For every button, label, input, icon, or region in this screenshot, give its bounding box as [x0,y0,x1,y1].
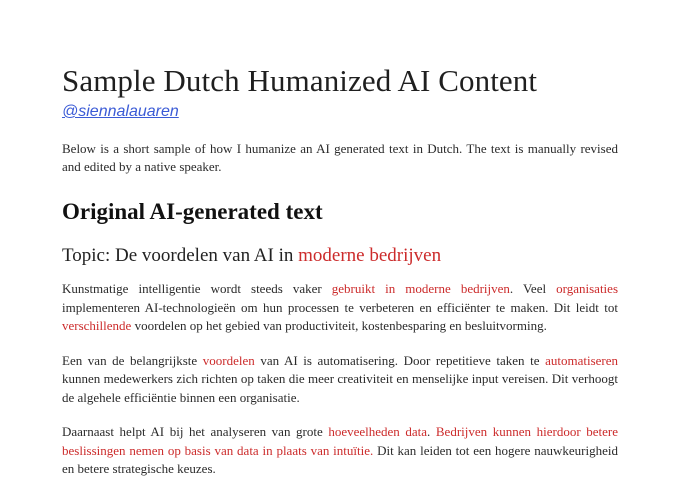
paragraph-2 [62,352,618,408]
document-page [62,64,618,479]
highlighted-phrase: verschillende [62,318,132,333]
paragraph-text: . Veel [509,281,557,296]
paragraph-text: Daarnaast helpt AI bij het analyseren van grote [62,424,329,439]
topic-highlight: moderne bedrijven [298,245,442,266]
paragraph-text: . [427,424,436,439]
highlighted-phrase: organisaties [556,281,618,296]
topic-heading [62,244,618,268]
highlighted-phrase: gebruikt in moderne bedrijven [331,281,510,296]
paragraph-text: kunnen medewerkers zich richten op taken die meer creativiteit en menselijke input vereisen. Dit verhoogt de algehele efficiëntie binnen een organisatie. [62,371,618,405]
highlighted-phrase: voordelen [202,352,255,368]
author-link[interactable]: @siennalauaren [62,103,179,120]
section-heading: Original AI-generated text [62,199,323,224]
intro-paragraph: Below is a short sample of how I humanize an AI generated text in Dutch. The text is manually revised and edited by a native speaker. [62,141,618,174]
paragraph-1 [62,280,618,336]
paragraph-text: implementeren AI-technologieën om hun processen te verbeteren en efficiënter te maken. Dit leidt tot [62,299,618,315]
highlighted-phrase: hoeveelheden data [328,424,428,439]
highlighted-phrase: Bedrijven kunnen hierdoor betere beslissingen nemen op basis van data in plaats van intuïtie. [62,424,618,458]
paragraph-text: Een van de belangrijkste [62,352,203,368]
paragraph-3 [62,423,618,479]
highlighted-phrase: automatiseren [545,352,618,368]
paragraph-text: Dit kan leiden tot een hogere nauwkeurigheid en betere strategische keuzes. [62,442,618,476]
paragraph-text: voordelen op het gebied van productiviteit, kostenbesparing en besluitvorming. [131,318,547,333]
paragraph-text: van AI is automatisering. Door repetitieve taken te [254,352,546,368]
paragraph-text: Kunstmatige intelligentie wordt steeds vaker [62,281,332,296]
topic-prefix: Topic: De voordelen van AI in [62,245,299,266]
document-title: Sample Dutch Humanized AI Content [62,63,538,98]
